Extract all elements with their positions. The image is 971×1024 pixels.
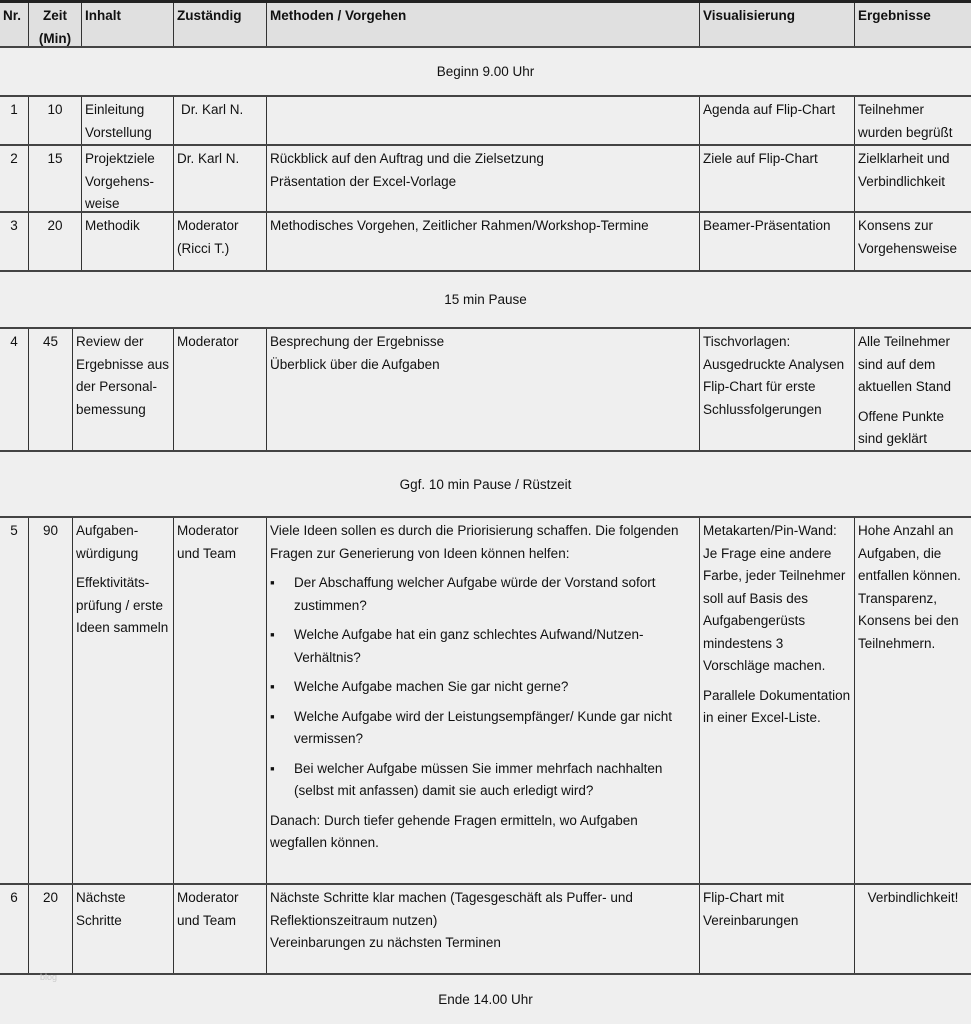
zeit: 45 (29, 329, 73, 450)
table-row (0, 97, 971, 146)
header-nr: Nr. (0, 3, 29, 46)
watermark: blog (40, 972, 58, 982)
inhalt: Projektziele Vorgehens-weise (82, 146, 174, 211)
zustaendig: Moderator und Team (174, 885, 267, 973)
methoden-line: Überblick über die Aufgaben (270, 356, 440, 372)
inhalt: Einleitung Vorstellung (82, 97, 174, 144)
zustaendig: Moderator (Ricci T.) (174, 213, 267, 270)
zeit: 15 (29, 146, 82, 211)
methoden (267, 518, 700, 883)
nr: 4 (0, 329, 29, 450)
methoden (267, 97, 700, 144)
break-row-pause (0, 272, 971, 329)
header-zustaendig: Zuständig (174, 3, 267, 46)
zeit: 10 (29, 97, 82, 144)
ergebnisse: Zielklarheit und Verbindlichkeit (858, 151, 950, 189)
methoden-line: Nächste Schritte klar machen (Tagesgeschäft als Puffer- und Reflektionszeitraum nutzen) (270, 890, 633, 928)
end-text: Ende 14.00 Uhr (438, 992, 533, 1007)
methoden-line: Rückblick auf den Auftrag und die Zielsetzung (270, 151, 544, 166)
zustaendig: Moderator (174, 329, 267, 450)
ergebnisse: Konsens zur Vorgehensweise (858, 218, 958, 256)
nr: 6 (0, 885, 29, 973)
visualisierung (700, 518, 855, 883)
ergebnisse (855, 329, 971, 450)
table-row (0, 518, 971, 885)
inhalt: Nächste Schritte (73, 885, 174, 973)
methoden (267, 146, 700, 211)
methoden-line: Vereinbarungen zu nächsten Terminen (270, 935, 501, 950)
visualisierung (700, 329, 855, 450)
vis-line: Flip-Chart für erste Schlussfolgerungen (703, 379, 822, 417)
break-row-pause (0, 452, 971, 518)
list-item: ▪ Welche Aufgabe machen Sie gar nicht gerne? (294, 676, 696, 699)
vis-line: Parallele Dokumentation in einer Excel-Liste. (703, 687, 851, 725)
zustaendig: Dr. Karl N. (174, 146, 267, 211)
visualisierung: Beamer-Präsentation (700, 213, 855, 270)
list-item: ▪ Der Abschaffung welcher Aufgabe würde der Vorstand sofort zustimmen? (294, 572, 696, 617)
inhalt (73, 518, 174, 883)
list-item: ▪ Welche Aufgabe hat ein ganz schlechtes Aufwand/Nutzen-Verhältnis? (294, 624, 696, 669)
header-zeit: Zeit (Min) (29, 3, 82, 46)
methoden (267, 885, 700, 973)
zeit: 20 (29, 213, 82, 270)
inhalt-line: Aufgaben-würdigung (76, 523, 139, 561)
question-list (270, 572, 696, 803)
zustaendig: Moderator und Team (174, 518, 267, 883)
list-item: ▪ Bei welcher Aufgabe müssen Sie immer mehrfach nachhalten (selbst mit anfassen) damit sie auch erledigt wird? (294, 758, 696, 803)
methoden-line: Präsentation der Excel-Vorlage (270, 173, 457, 189)
methoden-intro: Viele Ideen sollen es durch die Priorisierung schaffen. Die folgenden Fragen zur Generierung von Ideen können helfen: (270, 523, 679, 561)
methoden (267, 329, 700, 450)
break-row-end (0, 975, 971, 1024)
table-row (0, 885, 971, 975)
zeit: 90 (29, 518, 73, 883)
header-row (0, 0, 971, 48)
vis-line: Tischvorlagen: Ausgedruckte Analysen (703, 334, 845, 372)
pause-text: Ggf. 10 min Pause / Rüstzeit (399, 476, 572, 492)
inhalt: Review der Ergebnisse aus der Personal-bemessung (73, 329, 174, 450)
header-ergebnisse: Ergebnisse (858, 8, 931, 23)
header-methoden: Methoden / Vorgehen (267, 3, 700, 46)
zeit: 20 (29, 885, 73, 973)
vis-line: Metakarten/Pin-Wand: Je Frage eine andere Farbe, jeder Teilnehmer soll auf Basis des Aufgabengerüsts mindestens 3 Vorschläge machen. (703, 523, 846, 673)
ergebnisse: Teilnehmer wurden begrüßt (858, 102, 953, 140)
nr: 5 (0, 518, 29, 883)
erg-line: Alle Teilnehmer sind auf dem aktuellen Stand (858, 334, 952, 394)
header-visualisierung: Visualisierung (700, 3, 855, 46)
erg-line: Offene Punkte sind geklärt (858, 408, 945, 446)
table-row (0, 329, 971, 452)
start-text: Beginn 9.00 Uhr (436, 64, 535, 79)
visualisierung: Flip-Chart mit Vereinbarungen (700, 885, 855, 973)
header-inhalt: Inhalt (82, 3, 174, 46)
ergebnisse: Verbindlichkeit! (867, 890, 959, 905)
nr: 1 (0, 97, 29, 144)
table-row (0, 213, 971, 272)
table-row (0, 146, 971, 213)
break-row-start (0, 48, 971, 97)
nr: 3 (0, 213, 29, 270)
nr: 2 (0, 146, 29, 211)
inhalt-line: Effektivitäts-prüfung / erste Ideen sammeln (76, 575, 169, 635)
visualisierung: Agenda auf Flip-Chart (700, 97, 855, 144)
ergebnisse: Hohe Anzahl an Aufgaben, die entfallen können. Transparenz, Konsens bei den Teilnehmern. (858, 523, 961, 651)
methoden: Methodisches Vorgehen, Zeitlicher Rahmen/Workshop-Termine (267, 213, 700, 270)
visualisierung: Ziele auf Flip-Chart (700, 146, 855, 211)
list-item: ▪ Welche Aufgabe wird der Leistungsempfänger/ Kunde gar nicht vermissen? (294, 706, 696, 751)
zustaendig: Dr. Karl N. (174, 97, 267, 144)
inhalt: Methodik (82, 213, 174, 270)
pause-text: 15 min Pause (444, 292, 527, 307)
methoden-outro: Danach: Durch tiefer gehende Fragen ermitteln, wo Aufgaben wegfallen können. (270, 812, 638, 850)
methoden-line: Besprechung der Ergebnisse (270, 334, 445, 349)
